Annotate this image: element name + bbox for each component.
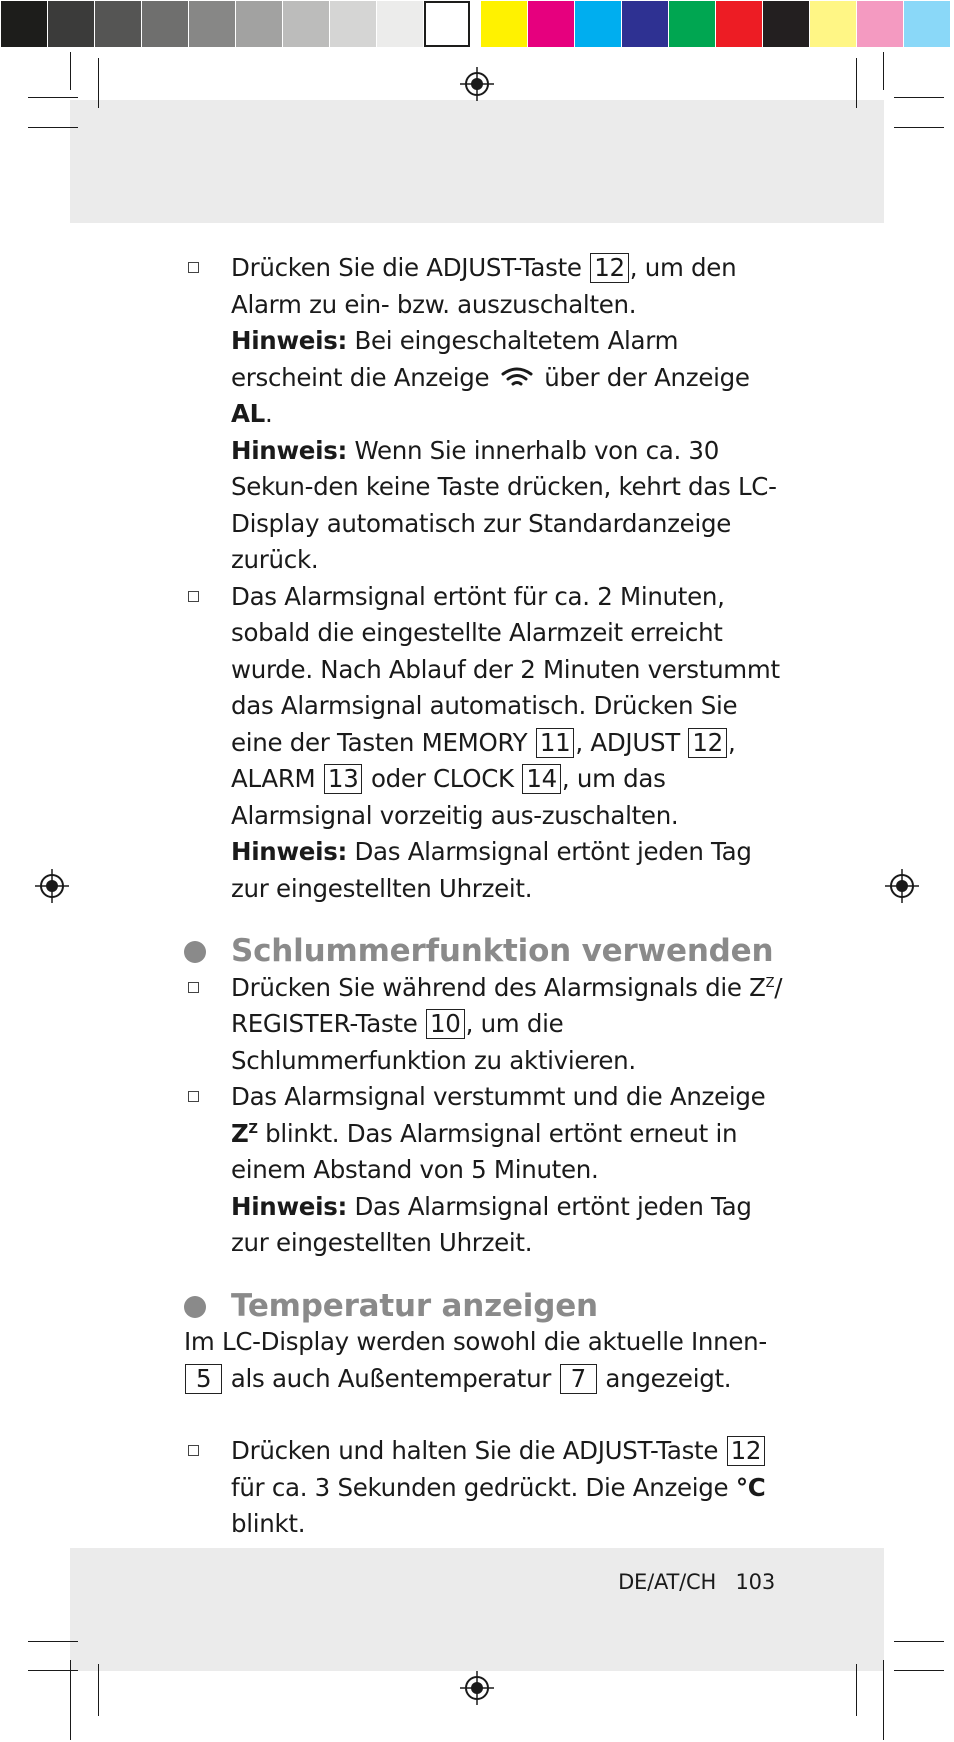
color-swatch [189, 1, 235, 47]
page-number: 103 [735, 1570, 775, 1594]
crop-mark [883, 1660, 884, 1740]
registration-mark-icon [34, 868, 70, 904]
paragraph-text: als auch Außentemperatur [230, 1363, 552, 1393]
note-label: Hinweis: [231, 1191, 347, 1221]
note-label: Hinweis: [231, 435, 347, 465]
color-swatch [377, 1, 423, 47]
crop-mark [98, 58, 99, 108]
color-swatch [763, 1, 809, 47]
page-footer [600, 1570, 775, 1594]
color-swatch [424, 1, 470, 47]
instruction-text: für ca. 3 Sekunden gedrückt. Die Anzeige [231, 1472, 729, 1502]
checkbox-bullet-icon [188, 1091, 199, 1102]
color-swatch [857, 1, 903, 47]
instruction-text: oder CLOCK [370, 764, 514, 793]
color-swatch [142, 1, 188, 47]
part-reference: 12 [727, 1436, 766, 1466]
crop-mark [28, 127, 78, 128]
note-text: Wenn Sie innerhalb von ca. 30 Sekun-den keine Taste drücken, kehrt das LC-Display automatisch zur Standardanzeige zurück. [231, 435, 777, 574]
color-swatch [95, 1, 141, 47]
section-title: Temperatur anzeigen [231, 1287, 598, 1324]
superscript: Z [765, 975, 775, 991]
note-text: über der Anzeige [544, 362, 750, 392]
registration-mark-icon [459, 66, 495, 102]
color-swatch [575, 1, 621, 47]
color-calibration-bar [0, 0, 954, 50]
instruction-bullet [184, 970, 794, 1080]
part-reference: 12 [688, 728, 727, 758]
crop-mark [28, 1670, 78, 1671]
crop-mark [894, 1641, 944, 1642]
superscript: Z [248, 1121, 258, 1137]
registration-mark-icon [459, 1670, 495, 1706]
note-label: Hinweis: [231, 326, 347, 355]
footer-band [70, 1548, 884, 1671]
paragraph-text: Im LC-Display werden sowohl die aktuelle Innen- [184, 1327, 767, 1356]
instruction-text: , um das Alarmsignal vorzeitig aus-zuschalten. [231, 764, 679, 830]
note-label: Hinweis: [231, 837, 347, 866]
crop-mark [856, 1664, 857, 1716]
part-reference: 12 [590, 253, 629, 283]
crop-mark [98, 1664, 99, 1716]
instruction-text: Drücken und halten Sie die ADJUST-Taste [231, 1436, 719, 1465]
checkbox-bullet-icon [188, 262, 199, 273]
color-swatch [481, 1, 527, 47]
manual-content [184, 250, 794, 1543]
crop-mark [894, 97, 944, 98]
color-swatch [48, 1, 94, 47]
color-swatch [622, 1, 668, 47]
color-swatch [528, 1, 574, 47]
instruction-text: / REGISTER-Taste [231, 972, 783, 1038]
instruction-text: Das Alarmsignal verstummt und die Anzeige [231, 1082, 766, 1111]
crop-mark [883, 52, 884, 90]
checkbox-bullet-icon [188, 591, 199, 602]
note-text: Bei eingeschaltetem Alarm erscheint die Anzeige [231, 326, 679, 392]
color-swatch [716, 1, 762, 47]
crop-mark [28, 97, 78, 98]
instruction-text: Drücken Sie die ADJUST-Taste [231, 253, 582, 282]
header-band [70, 100, 884, 223]
snooze-indicator [231, 1119, 258, 1148]
section-title: Schlummerfunktion verwenden [231, 933, 774, 969]
instruction-text: blinkt. Das Alarmsignal ertönt erneut in einem Abstand von 5 Minuten. [231, 1118, 738, 1184]
paragraph-text: angezeigt. [605, 1363, 732, 1393]
color-swatch [283, 1, 329, 47]
note-text: Das Alarmsignal ertönt jeden Tag zur eingestellten Uhrzeit. [231, 1191, 752, 1257]
display-indicator: °C [735, 1472, 766, 1502]
color-swatch [904, 1, 950, 47]
note-text: . [264, 399, 273, 428]
instruction-text: blinkt. [231, 1509, 306, 1538]
part-reference: 5 [185, 1364, 222, 1394]
part-reference: 7 [560, 1364, 597, 1394]
instruction-text: , um den Alarm zu ein- bzw. auszuschalten. [231, 253, 737, 319]
instruction-text: , um die Schlummerfunktion zu aktivieren. [231, 1009, 636, 1075]
section-heading [184, 1288, 794, 1325]
checkbox-bullet-icon [188, 1445, 199, 1456]
registration-mark-icon [884, 868, 920, 904]
checkbox-bullet-icon [188, 982, 199, 993]
heading-bullet-icon [184, 1296, 206, 1318]
color-swatch [330, 1, 376, 47]
instruction-bullet [184, 579, 794, 908]
section-heading [184, 933, 794, 970]
instruction-text: Das Alarmsignal ertönt für ca. 2 Minuten, sobald die eingestellte Alarmzeit erreicht wurde. Nach Ablauf der 2 Minuten verstummt das Alarmsignal automatisch. Drücken Sie eine der Tasten MEMORY [231, 581, 780, 757]
part-reference: 10 [426, 1009, 465, 1039]
instruction-bullet [184, 1433, 794, 1543]
instruction-text: , ADJUST [575, 727, 680, 757]
part-reference: 14 [522, 764, 561, 794]
instruction-text: Drücken Sie während des Alarmsignals die Z [231, 972, 766, 1002]
crop-mark [28, 1641, 78, 1642]
crop-mark [894, 1670, 944, 1671]
instruction-bullet [184, 250, 794, 579]
part-reference: 11 [536, 728, 575, 758]
crop-mark [70, 52, 71, 90]
alarm-signal-icon [501, 367, 533, 389]
color-swatch [669, 1, 715, 47]
heading-bullet-icon [184, 941, 206, 963]
intro-paragraph [184, 1324, 794, 1397]
color-swatch [1, 1, 47, 47]
part-reference: 13 [324, 764, 363, 794]
color-swatch [810, 1, 856, 47]
note-text: Das Alarmsignal ertönt jeden Tag zur eingestellten Uhrzeit. [231, 837, 752, 903]
locale-label: DE/AT/CH [618, 1570, 717, 1594]
instruction-text: , ALARM [231, 727, 736, 793]
crop-mark [856, 58, 857, 108]
display-indicator: AL [231, 399, 265, 428]
crop-mark [70, 1660, 71, 1740]
crop-mark [894, 127, 944, 128]
color-swatch [236, 1, 282, 47]
snooze-z: Z [231, 1118, 249, 1148]
instruction-bullet [184, 1079, 794, 1262]
